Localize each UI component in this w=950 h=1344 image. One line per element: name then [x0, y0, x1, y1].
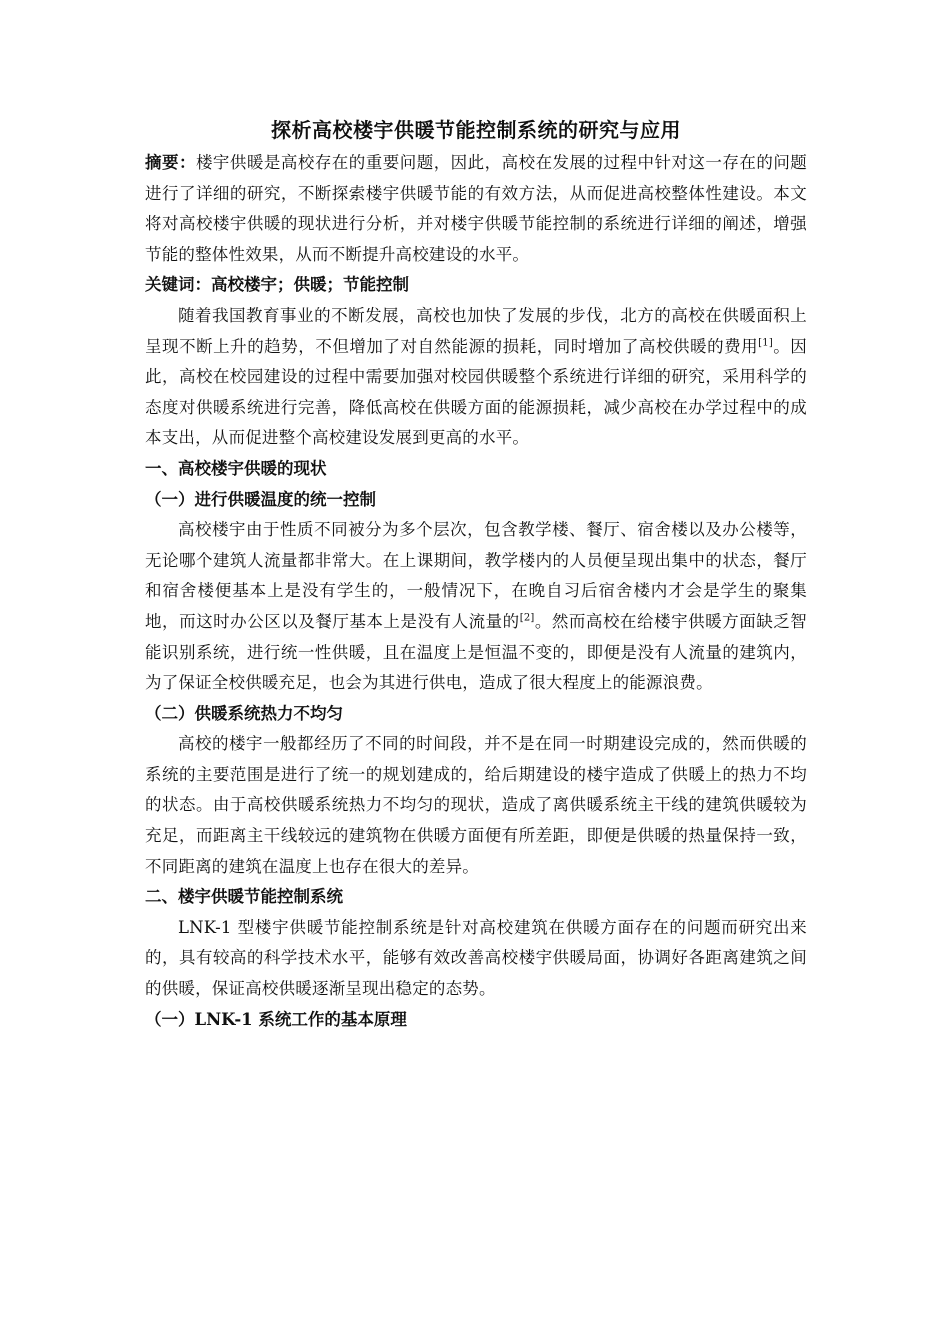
section-2-paragraph: LNK-1 型楼宇供暖节能控制系统是针对高校建筑在供暖方面存在的问题而研究出来的，具有较高的科学技术水平，能够有效改善高校楼宇供暖局面，协调好各距离建筑之间的供暖，保证高校供暖逐渐呈现出稳定的态势。 — [145, 917, 807, 999]
keywords-line — [145, 270, 807, 301]
keywords-label: 关键词： — [145, 275, 211, 295]
section-1-1-paragraph — [145, 515, 807, 699]
intro-text-1: 随着我国教育事业的不断发展，高校也加快了发展的步伐，北方的高校在供暖面积上呈现不断上升的趋势，不但增加了对自然能源的损耗，同时增加了高校供暖的费用 — [145, 305, 807, 356]
section-1-2-paragraph: 高校的楼宇一般都经历了不同的时间段，并不是在同一时期建设完成的，然而供暖的系统的主要范围是进行了统一的规划建成的，给后期建设的楼宇造成了供暖上的热力不均的状态。由于高校供暖系统热力不均匀的现状，造成了离供暖系统主干线的建筑供暖较为充足，而距离主干线较远的建筑物在供暖方面便有所差距，即便是供暖的热量保持一致，不同距离的建筑在温度上也存在很大的差异。 — [145, 734, 807, 876]
abstract-text: 楼宇供暖是高校存在的重要问题，因此，高校在发展的过程中针对这一存在的问题进行了详细的研究，不断探索楼宇供暖节能的有效方法，从而促进高校整体性建设。本文将对高校楼宇供暖的现状进行分析，并对楼宇供暖节能控制的系统进行详细的阐述，增强节能的整体性效果，从而不断提升高校建设的水平。 — [145, 153, 807, 264]
abstract-paragraph — [145, 148, 807, 270]
keywords-text: 高校楼宇；供暖；节能控制 — [211, 275, 409, 295]
section-1-1-text-1: 高校楼宇由于性质不同被分为多个层次，包含教学楼、餐厅、宿舍楼以及办公楼等，无论哪个建筑人流量都非常大。在上课期间，教学楼内的人员便呈现出集中的状态，餐厅和宿舍楼便基本上是没有学生的，一般情况下，在晚自习后宿舍楼内才会是学生的聚集地，而这时办公区以及餐厅基本上是没有人流量的 — [145, 520, 807, 631]
intro-text-2: 。因此，高校在校园建设的过程中需要加强对校园供暖整个系统进行详细的研究，采用科学的态度对供暖系统进行完善，降低高校在供暖方面的能源损耗，减少高校在办学过程中的成本支出，从而促进整个高校建设发展到更高的水平。 — [145, 336, 808, 448]
citation-1[interactable]: [1] — [758, 337, 773, 349]
section-1-heading: 一、高校楼宇供暖的现状 — [145, 458, 327, 478]
paper-title: 探析高校楼宇供暖节能控制系统的研究与应用 — [271, 118, 681, 142]
section-2-1-heading: （一）LNK-1 系统工作的基本原理 — [145, 1009, 407, 1029]
document-page — [145, 112, 807, 1035]
abstract-label: 摘要： — [145, 153, 196, 172]
section-1-2-heading: （二）供暖系统热力不均匀 — [145, 703, 343, 723]
citation-2[interactable]: [2] — [519, 612, 535, 624]
section-1-1-heading: （一）进行供暖温度的统一控制 — [145, 489, 376, 509]
intro-paragraph — [145, 301, 807, 454]
section-1-1-text-2: 。然而高校在给楼宇供暖方面缺乏智能识别系统，进行统一性供暖，且在温度上是恒温不变的，即便是没有人流量的建筑内，为了保证全校供暖充足，也会为其进行供电，造成了很大程度上的能源浪费。 — [145, 611, 808, 693]
section-2-heading: 二、楼宇供暖节能控制系统 — [145, 887, 343, 907]
